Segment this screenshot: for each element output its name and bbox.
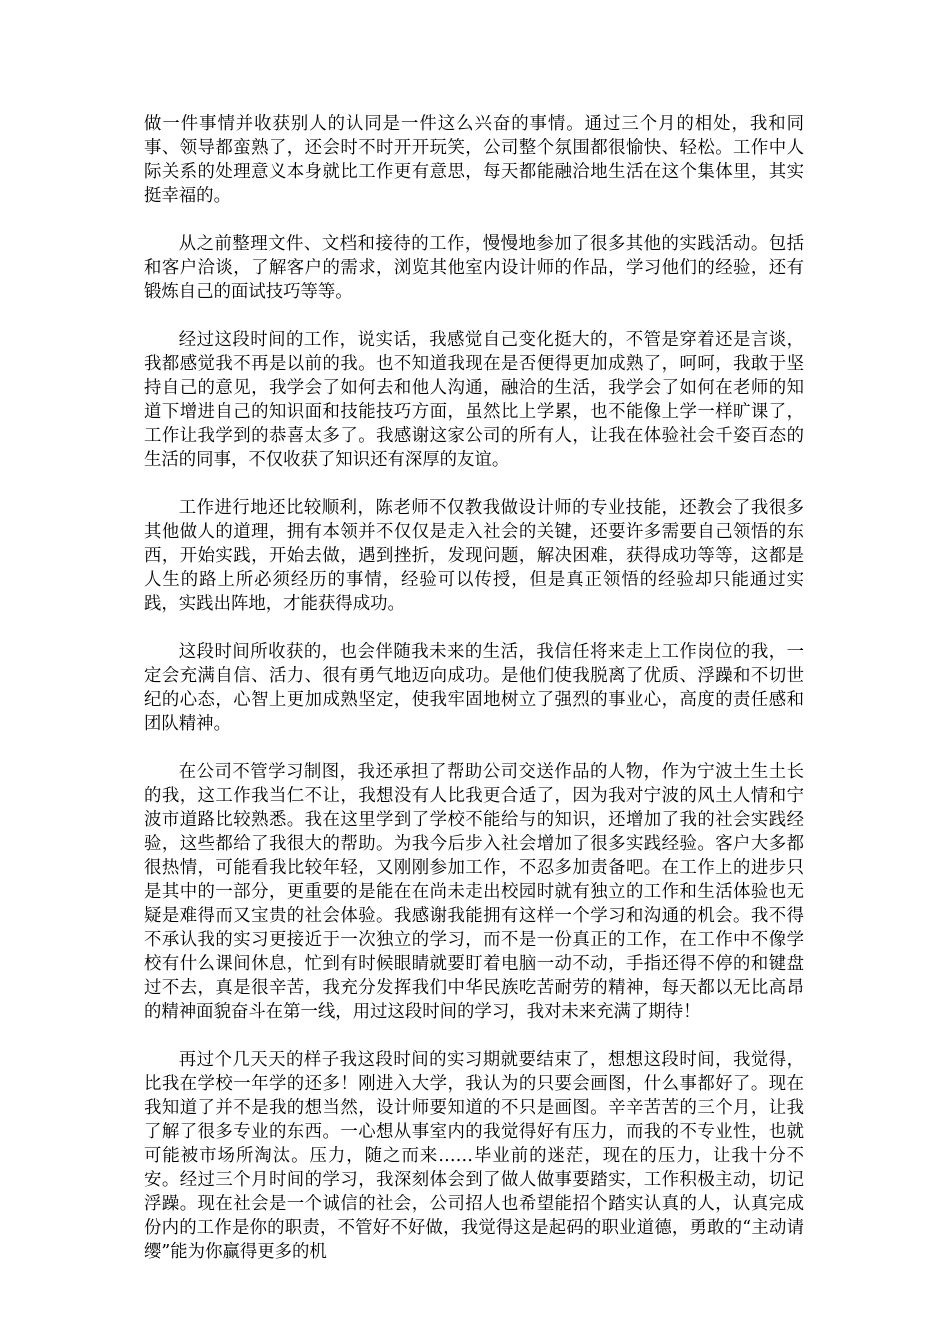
paragraph-5: 这段时间所收获的，也会伴随我未来的生活，我信任将来走上工作岗位的我，一定会充满自信、活力、很有勇气地迈向成功。是他们使我脱离了优质、浮躁和不切世纪的心态，心智上更加成熟坚定，使我牢固地树立了强烈的事业心，高度的责任感和团队精神。 xyxy=(144,642,804,734)
paragraph-7: 再过个几天天的样子我这段时间的实习期就要结束了，想想这段时间，我觉得，比我在学校一年学的还多！刚进入大学，我认为的只要会画图，什么事都好了。现在我知道了并不是我的想当然，设计师要知道的不只是画图。辛辛苦苦的三个月，让我了解了很多专业的东西。一心想从事室内的我觉得好有压力，而我的不专业性，也就可能被市场所淘汰。压力，随之而来……毕业前的迷茫，现在的压力，让我十分不安。经过三个月时间的学习，我深刻体会到了做人做事要踏实，工作积极主动，切记浮躁。现在社会是一个诚信的社会，公司招人也希望能招个踏实认真的人，认真完成份内的工作是你的职责，不管好不好做，我觉得这是起码的职业道德，勇敢的“主动请缨”能为你赢得更多的机 xyxy=(144,1050,804,1262)
paragraph-4: 工作进行地还比较顺利，陈老师不仅教我做设计师的专业技能，还教会了我很多其他做人的道理，拥有本领并不仅仅是走入社会的关键，还要许多需要自己领悟的东西，开始实践，开始去做，遇到挫折，发现问题，解决困难，获得成功等等，这都是人生的路上所必须经历的事情，经验可以传授，但是真正领悟的经验却只能通过实践，实践出阵地，才能获得成功。 xyxy=(144,498,804,614)
document-page xyxy=(144,112,804,1288)
paragraph-6: 在公司不管学习制图，我还承担了帮助公司交送作品的人物，作为宁波土生土长的我，这工作我当仁不让，我想没有人比我更合适了，因为我对宁波的风土人情和宁波市道路比较熟悉。我在这里学到了学校不能给与的知识，还增加了我的社会实践经验，这些都给了我很大的帮助。为我今后步入社会增加了很多实践经验。客户大多都很热情，可能看我比较年轻，又刚刚参加工作，不忍多加责备吧。在工作上的进步只是其中的一部分，更重要的是能在在尚未走出校园时就有独立的工作和生活体验也无疑是难得而又宝贵的社会体验。我感谢我能拥有这样一个学习和沟通的机会。我不得不承认我的实习更接近于一次独立的学习，而不是一份真正的工作，在工作中不像学校有什么课间休息，忙到有时候眼睛就要盯着电脑一动不动，手指还得不停的和键盘过不去，真是很辛苦，我充分发挥我们中华民族吃苦耐劳的精神，每天都以无比高昂的精神面貌奋斗在第一线，用过这段时间的学习，我对未来充满了期待！ xyxy=(144,762,804,1022)
paragraph-2: 从之前整理文件、文档和接待的工作，慢慢地参加了很多其他的实践活动。包括和客户洽谈，了解客户的需求，浏览其他室内设计师的作品，学习他们的经验，还有锻炼自己的面试技巧等等。 xyxy=(144,234,804,302)
paragraph-1: 做一件事情并收获别人的认同是一件这么兴奋的事情。通过三个月的相处，我和同事、领导都蛮熟了，还会时不时开开玩笑，公司整个氛围都很愉快、轻松。工作中人际关系的处理意义本身就比工作更有意思，每天都能融洽地生活在这个集体里，其实挺幸福的。 xyxy=(144,114,804,206)
paragraph-3: 经过这段时间的工作，说实话，我感觉自己变化挺大的，不管是穿着还是言谈，我都感觉我不再是以前的我。也不知道我现在是否便得更加成熟了，呵呵，我敢于坚持自己的意见，我学会了如何去和他人沟通，融洽的生活，我学会了如何在老师的知道下增进自己的知识面和技能技巧方面，虽然比上学累，也不能像上学一样旷课了，工作让我学到的恭喜太多了。我感谢这家公司的所有人，让我在体验社会千姿百态的生活的同事，不仅收获了知识还有深厚的友谊。 xyxy=(144,330,804,470)
